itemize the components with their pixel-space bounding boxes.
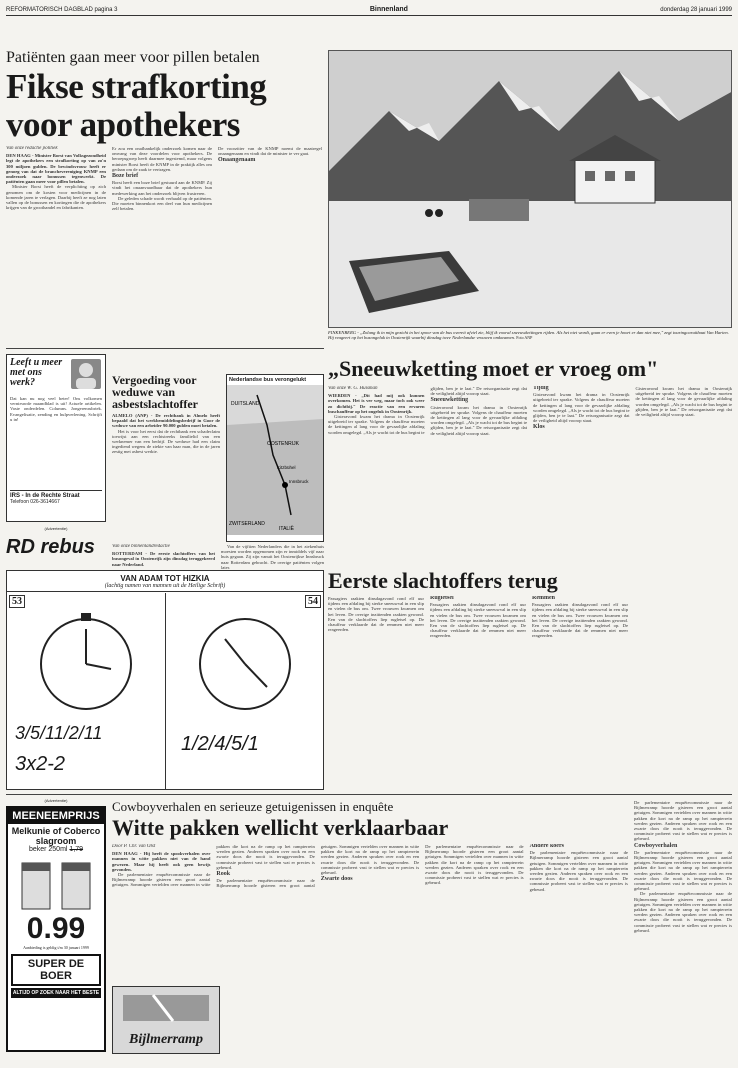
bijlmer-byline: Door P. Chr. van Olst — [112, 844, 156, 849]
ad-store: SUPER DE BOER — [11, 954, 101, 986]
bus-accident-photo-image — [329, 51, 732, 328]
ad-old-price: 1,79 — [69, 846, 84, 853]
victims-subhead: Rugletsel — [430, 596, 454, 601]
rebus-right-panel — [167, 593, 323, 789]
person-icon — [71, 359, 101, 389]
chains-body: Gisteravond kwam het drama in Oostenrijk uitgebreid ter sprake. Volgens de chauffeur moeten de kettingen al lang voor de gevaarlijke afdaling worden omgelegd. „Als je wacht tot de bus begint te glijden, ben je te laat." De reisorganisatie zegt dat de veiligheid altijd voorop staat. — [430, 404, 527, 436]
top-story-paragraph: De geleden schade wordt verhaald op de patiënten. Die moeten binnenkort een deel van hun medicijnen zelf betalen. — [112, 195, 212, 212]
bijlmer-body: De parlementaire enquêtecommissie naar de Bijlmerramp hoorde gisteren een groot aantal getuigen. Sommigen vertelden over mannen in witte pakken die kort na de ramp op het rampterrein werden gezien. Anderen spraken over rook en een zwarte doos die nooit is teruggevonden. De commissie probeert vast te stellen wat er precies is gebeurd. — [634, 849, 732, 892]
stopwatch-icon — [11, 609, 161, 719]
ad-note: Aanbieding is geldig t/m 30 januari 1999 — [23, 945, 89, 950]
bijlmer-logo-text: Bijlmerramp — [129, 1032, 203, 1047]
top-story-subhead: Onaangenaam — [218, 157, 256, 164]
masthead-paper-page: REFORMATORISCH DAGBLAD pagina 3 — [6, 6, 118, 13]
victims-headline: Eerste slachtoffers terug — [328, 568, 558, 593]
victims-body: Passagiers raakten dinsdagavond rond elf uur tijdens een afdaling bij sterke sneeuwval in een slip en vielen de bus om. Twee vrouwen kwamen om het leven. De overige inzittenden raakten gewond. Een van de slachtoffers liep rugletsel op. De chauffeur verklaarde dat de remmen niet meer reageerden. — [532, 602, 628, 639]
chains-lead: WIERDEN - „Dit had mij ook kunnen overkomen. Het is ver weg, maar toch ook weer zo dichtbij." De reactie van een ervaren buschauffeur op het ongeluk in Oostenrijk. — [328, 393, 425, 414]
top-story-byline: Van onze redactie politiek — [6, 146, 58, 151]
top-story-col-2 — [112, 146, 212, 346]
chains-subhead: Klos — [533, 424, 545, 431]
top-story-paragraph: Minister Borst heeft de verplichting op zich genomen om de kosten voor medicijnen in de komende jaren te verlagen. Daarbij heeft ze nog laten vallen op de bonussen en kortingen die de apothekers krijgen van de groothandel en fabrikanten. — [6, 184, 106, 211]
top-story-paragraph: De voorzitter van de KNMP noemt de maatregel onaangenaam en vindt dat de minister te ver gaat. — [218, 146, 322, 157]
rebus-clue-c: 1/2/4/5/1 — [181, 733, 259, 755]
building-icon — [113, 987, 219, 1027]
rebus-title: RD rebus — [6, 536, 95, 558]
bijlmer-lead: DEN HAAG - Hij heeft de spookverhalen over mannen in witte pakken niet van de hand gewezen. Maar hij heeft ook geen bewijs gevonden. — [112, 851, 211, 872]
masthead — [6, 4, 732, 16]
column-box — [6, 354, 106, 522]
map-label-austria: OOSTENRIJK — [267, 441, 299, 447]
avatar — [71, 359, 101, 389]
rebus-subtitle: (lachtig namen van mannen uit de Heilige Schrift) — [7, 583, 323, 592]
bijlmer-body: De parlementaire enquêtecommissie naar de Bijlmerramp hoorde gisteren een groot aantal getuigen. Sommigen vertelden over mannen in witte pakken die kort na de ramp op het rampterrein werden gezien. Anderen spraken over rook en een zwarte doos die nooit is teruggevonden. De commissie probeert vast te stellen wat er precies is gebeurd. — [634, 891, 732, 933]
rebus-clue-b: 3x2-2 — [15, 753, 66, 775]
photo-credit: Foto ANP — [516, 335, 533, 341]
top-story-lead: DEN HAAG - Minister Borst van Volksgezondheid legt de apothekers een strafkorting op van zo'n 300 miljoen gulden. De bewindsvrouw heeft er genoeg van dat de branchevereniging KNMP een onderzoek naar bonussen tegenwerkt. De patiënten gaan meer voor pillen betalen. — [6, 153, 106, 185]
chains-byline: Van onze W. G. Huisman — [328, 386, 378, 391]
chains-subhead: Tijdig — [533, 386, 549, 391]
photo-caption: FINKENBERG - „Zolang ik in mijn gezicht in het spoor van de bus overeit afviel zie, blijf ik vooral sneeuwkettingen rijden. Als het niet wordt, gaan er even je hoort er dan niet mee," zegt touringcaruitbaat Van Harten. Hij reageert op het busongeluk in Oostenrijk waarbij dinsdag twee Nederlandse vrouwen omkwamen. — [328, 330, 729, 341]
route-map — [226, 374, 324, 542]
top-story-kicker: Patiënten gaan meer voor pillen betalen — [6, 49, 260, 66]
top-story-headline-2: voor apothekers — [6, 105, 240, 144]
top-story-headline-1: Fikse strafkorting — [6, 67, 267, 106]
bijlmer-kicker: Cowboyverhalen en serieuze getuigenissen in enquête — [112, 799, 394, 814]
masthead-section: Binnenland — [369, 6, 408, 13]
ad-product-line — [8, 826, 104, 846]
bijlmer-body: De parlementaire enquêtecommissie naar de Bijlmerramp hoorde gisteren een groot aantal getuigen. Sommigen vertelden over mannen in witte pakken die kort na de ramp op het rampterrein werden gezien. Anderen spraken over rook en een zwarte doos die nooit is teruggevonden. De commissie probeert vast te stellen wat er precies is gebeurd. — [216, 844, 420, 889]
widow-story-headline: Vergoeding voor weduwe van asbestslachtoffer — [112, 374, 198, 411]
map-label-germany: DUITSLAND — [231, 401, 260, 407]
column-box-footer: IRS - In de Rechte Straat — [10, 490, 102, 499]
ad-product-3: slagroom — [35, 836, 77, 846]
chains-subhead: Sneeuwketting — [430, 397, 469, 404]
bus-story-lead: ROTTERDAM - De eerste slachtoffers van het busongeval in Oostenrijk zijn dinsdag teruggekeerd naar Nederland. — [112, 551, 215, 567]
bijlmer-body: De parlementaire enquêtecommissie naar de Bijlmerramp hoorde gisteren een groot aantal getuigen. Sommigen vertelden over mannen in witte pakken die kort na de ramp op het rampterrein werden gezien. Anderen spraken over rook en een zwarte doos die nooit is teruggevonden. De commissie probeert vast te stellen wat er precies is gebeurd. — [634, 800, 732, 842]
column-box-title: Leeft u meer met ons werk? — [10, 357, 63, 388]
top-story-paragraph: Borst heeft een boze brief gestuurd aan de KNMP. Zij vindt het onaanvaardbaar dat de apothekers hun medewerking aan het onderzoek blijven frustreren. — [112, 180, 212, 196]
bijlmer-headline: Witte pakken wellicht verklaarbaar — [112, 815, 449, 840]
bijlmer-subhead: Andere koers — [529, 844, 564, 849]
supermarket-ad — [6, 806, 106, 1052]
bijlmer-story-continued — [634, 800, 732, 1058]
ad-size: beker 250ml — [28, 846, 68, 853]
advert-label: (Advertentie) — [44, 798, 68, 803]
rebus-left-panel — [7, 593, 166, 789]
newspaper-page — [6, 4, 732, 1064]
rebus-number-left: 53 — [9, 595, 25, 608]
rebus-puzzle — [6, 570, 324, 790]
top-story-col-1 — [6, 146, 106, 346]
chains-body: Gisteravond kwam het drama in Oostenrijk uitgebreid ter sprake. Volgens de chauffeur moeten de kettingen al lang voor de gevaarlijke afdaling worden omgelegd. „Als je wacht tot de bus begint te glijden, ben je te laat." De reisorganisatie zegt dat de veiligheid altijd voorop staat. — [533, 392, 630, 424]
top-story-col-3 — [218, 146, 322, 346]
victims-subhead: Remmen — [532, 596, 555, 601]
rebus-clue-a: 3/5/11/2/11 — [15, 723, 103, 743]
chains-body: Gisteravond kwam het drama in Oostenrijk uitgebreid ter sprake. Volgens de chauffeur moeten de kettingen al lang voor de gevaarlijke afdaling worden omgelegd. „Als je wacht tot de bus begint te glijden, ben je te laat." De reisorganisatie zegt dat de veiligheid altijd voorop staat. — [328, 386, 527, 435]
clock-icon — [175, 609, 315, 719]
ad-product-1: Melkunie — [11, 826, 51, 836]
bijlmer-body: De parlementaire enquêtecommissie naar de Bijlmerramp hoorde gisteren een groot aantal getuigen. Sommigen vertelden over mannen in witte pakken die kort na de ramp op het rampterrein werden gezien. Anderen spraken over rook en een zwarte doos die nooit is teruggevonden. De commissie probeert vast te stellen wat er precies is gebeurd. — [529, 850, 628, 892]
widow-story-text — [112, 413, 220, 563]
ad-price: 0.99 — [26, 912, 86, 945]
ad-slogan: ALTIJD OP ZOEK NAAR HET BESTE — [12, 990, 100, 996]
chains-body: Gisteravond kwam het drama in Oostenrijk uitgebreid ter sprake. Volgens de chauffeur moeten de kettingen al lang voor de gevaarlijke afdaling worden omgelegd. „Als je wacht tot de bus begint te glijden, ben je te laat." De reisorganisatie zegt dat de veiligheid altijd voorop staat. — [635, 386, 732, 418]
bus-accident-photo — [328, 50, 732, 328]
victims-body: Passagiers raakten dinsdagavond rond elf uur tijdens een afdaling bij sterke sneeuwval in een slip en vielen de bus om. Twee vrouwen kwamen om het leven. De overige inzittenden raakten gewond. Een van de slachtoffers liep rugletsel op. De chauffeur verklaarde dat de remmen niet meer reageerden. — [430, 602, 526, 639]
photo-caption-block — [328, 330, 732, 352]
bijlmer-body: De parlementaire enquêtecommissie naar de Bijlmerramp hoorde gisteren een groot aantal getuigen. Sommigen vertelden over mannen in witte pakken die kort na de ramp op het rampterrein werden gezien. Anderen spraken over rook en een zwarte doos die nooit is teruggevonden. De commissie probeert vast te stellen wat er precies is gebeurd. — [112, 844, 315, 888]
column-box-phone: Telefoon 026-3614667 — [10, 499, 60, 505]
victims-story — [328, 596, 628, 696]
victims-body: Passagiers raakten dinsdagavond rond elf uur tijdens een afdaling bij sterke sneeuwval in een slip en vielen de bus om. Twee vrouwen kwamen om het leven. De overige inzittenden raakten gewond. Een van de slachtoffers liep rugletsel op. De chauffeur verklaarde dat de remmen niet meer reageerden. — [328, 596, 424, 633]
chains-headline: „Sneeuwketting moet er vroeg om" — [328, 356, 659, 381]
chains-story — [328, 386, 732, 564]
advert-label: (Advertentie) — [44, 526, 68, 531]
divider — [6, 348, 324, 349]
widow-story-body: Het is voor het eerst dat de rechtbank een schadeclaim toewijst aan een rechtstreeks familielid van een werknemer van een bedrijf. De weduwe had een claim ingediend wegens de ziekte van haar man, die in de jaren zestig met asbest werkte. — [112, 428, 220, 455]
bus-story-byline: Van onze binnenlandredactie — [112, 544, 170, 549]
cream-carton-icon — [8, 853, 104, 913]
map-label-innsbruck: Innsbruck — [289, 479, 309, 484]
top-story-paragraph: Er zou een onafhankelijk onderzoek komen naar de omvang van deze voordelen voor apothekers. De beroepsgroep heeft daarmee ingestemd, maar volgens minister Borst heeft de KNMP in de praktijk alles om gedaan om de zaak te vertragen. — [112, 146, 212, 172]
rebus-number-right: 54 — [305, 595, 321, 608]
map-label-italy: ITALIË — [279, 526, 294, 532]
bijlmer-logo — [112, 986, 220, 1054]
map-title: Nederlandse bus verongelukt — [229, 377, 307, 383]
bijlmer-subhead: Rook — [216, 871, 231, 878]
bus-story-body: Van de vijftien Nederlanders die in het ziekenhuis moesten worden opgenomen zijn er inmiddels vijf naar huis gegaan. Zij zijn vanuit het Oostenrijkse Innsbruck naar Rotterdam gebracht. De overige patiënten volgen later. — [221, 544, 324, 570]
widow-story-lead: ALMELO (ANP) - De rechtbank in Almelo heeft bepaald dat het werkbemiddelingsbedrijf in Goor de weduwe van een arbeider 90.000 gulden moet betalen. — [112, 413, 220, 429]
map-label-kitzbuhel: Kitzbühel — [277, 465, 296, 470]
top-story-subhead: Boze brief — [112, 173, 139, 180]
masthead-date: donderdag 28 januari 1999 — [660, 6, 732, 13]
bijlmer-subhead: Cowboyverhalen — [634, 842, 678, 849]
divider — [6, 794, 732, 795]
map-label-switzerland: ZWITSERLAND — [229, 521, 265, 527]
ad-title: MEENEEMPRIJS — [8, 808, 104, 824]
rebus-tagline: VAN ADAM TOT HIZKIA — [120, 574, 210, 583]
map-graphic — [227, 385, 323, 535]
bijlmer-body: De parlementaire enquêtecommissie naar de Bijlmerramp hoorde gisteren een groot aantal getuigen. Sommigen vertelden over mannen in witte pakken die kort na de ramp op het rampterrein werden gezien. Anderen spraken over rook en een zwarte doos die nooit is teruggevonden. De commissie probeert vast te stellen wat er precies is gebeurd. — [425, 844, 524, 886]
bijlmer-subhead: Zwarte doos — [320, 876, 353, 883]
ad-product-2: of Coberco — [52, 826, 101, 836]
column-box-body: Dat kan nu nog veel beter! Ons volkomen vernieuwde maandblad is uit! Actuele artikelen. Vaste onderdelen. Columns. Jongerenrubriek. Evangelisatie, zending en hulpverlening. Schrijft u in! — [10, 396, 102, 422]
